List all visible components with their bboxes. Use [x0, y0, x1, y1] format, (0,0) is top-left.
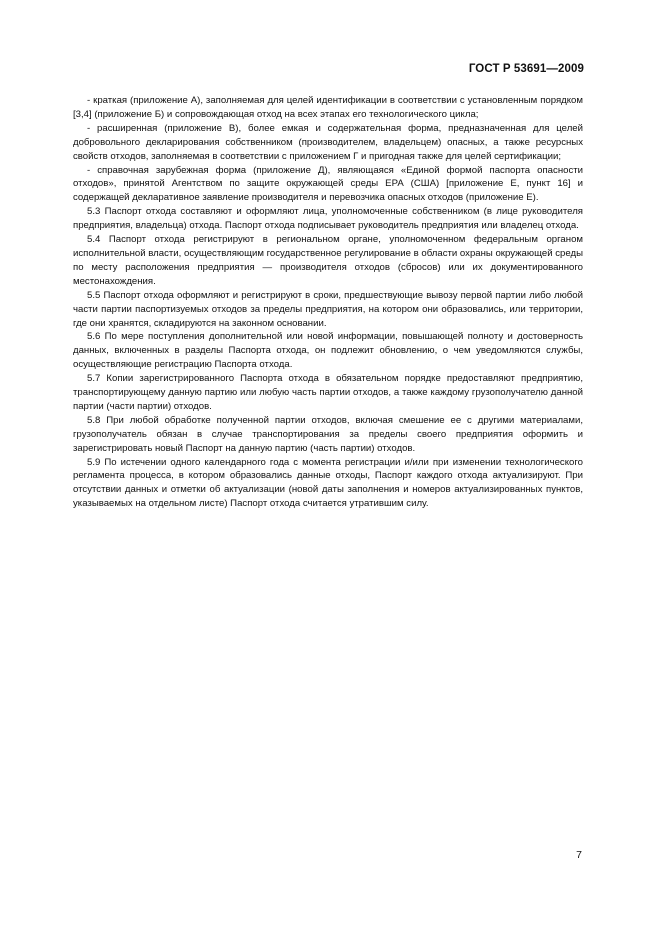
- page-number: 7: [576, 849, 582, 861]
- document-body: [73, 94, 583, 511]
- clause-5-6: 5.6 По мере поступления дополнительной или новой информации, повышающей полноту и достоверность данных, включенных в разделы Паспорта отхода, он подлежит обновлению, о чем уведомляются службы, осуществляющие регистрацию Паспорта отхода.: [73, 331, 583, 371]
- clause-5-4: 5.4 Паспорт отхода регистрируют в региональном органе, уполномоченном федеральным органом исполнительной власти, осуществляющим государственное регулирование в области охраны окружающей среды по месту расположения предприятия — производителя отходов (сбросов) или их документированного местонахождения.: [73, 234, 583, 287]
- clause-5-9: 5.9 По истечении одного календарного года с момента регистрации и/или при изменении технологического регламента процесса, в котором образовались данные отходы, Паспорт каждого отхода актуализируют. При отсутствии данных и отметки об актуализации (новой даты заполнения и номеров актуализированных пунктов, указываемых на отдельном листе) Паспорт отхода считается утратившим силу.: [73, 456, 583, 510]
- list-item-foreign-form: - справочная зарубежная форма (приложение Д), являющаяся «Единой формой паспорта опасности отходов», принятой Агентством по защите окружающей среды ЕРА (США) [приложение Е, пункт 16] и содержащей декларативное заявление производителя и перевозчика опасных отходов (приложение Е).: [73, 164, 583, 204]
- clause-5-3: 5.3 Паспорт отхода составляют и оформляют лица, уполномоченные собственником (в лице руководителя предприятия, владельца) отхода. Паспорт отхода подписывает руководитель предприятия или владелец отхода.: [73, 206, 583, 232]
- clause-5-8: 5.8 При любой обработке полученной партии отходов, включая смешение ее с другими материалами, грузополучатель обязан в случае транспортирования за пределы своего предприятия оформить и зарегистрировать новый Паспорт на данную партию (часть партии) отходов.: [73, 414, 583, 454]
- clause-5-7: 5.7 Копии зарегистрированного Паспорта отхода в обязательном порядке предоставляют предприятию, транспортирующему данную партию или любую часть партии отходов, а также каждому грузополучателю данной партии (части партии) отходов.: [73, 373, 583, 412]
- list-item-extended-form: - расширенная (приложение В), более емкая и содержательная форма, предназначенная для целей добровольного декларирования собственником (производителем, владельцем) опасных, а также ресурсных свойств отходов, заполняемая в соответствии с приложением Г и пригодная также для целей сертификации;: [73, 122, 583, 162]
- clause-5-5: 5.5 Паспорт отхода оформляют и регистрируют в сроки, предшествующие вывозу первой партии либо любой части партии паспортизуемых отходов за пределы предприятия, на котором они образовались, или территории, где они хранятся, складируются на законном основании.: [73, 289, 583, 329]
- standard-header: ГОСТ Р 53691—2009: [468, 63, 584, 75]
- list-item-short-form: - краткая (приложение А), заполняемая для целей идентификации в соответствии с установленным порядком [3,4] (приложение Б) и сопровождающая отход на всех этапах его технологического цикла;: [73, 95, 583, 120]
